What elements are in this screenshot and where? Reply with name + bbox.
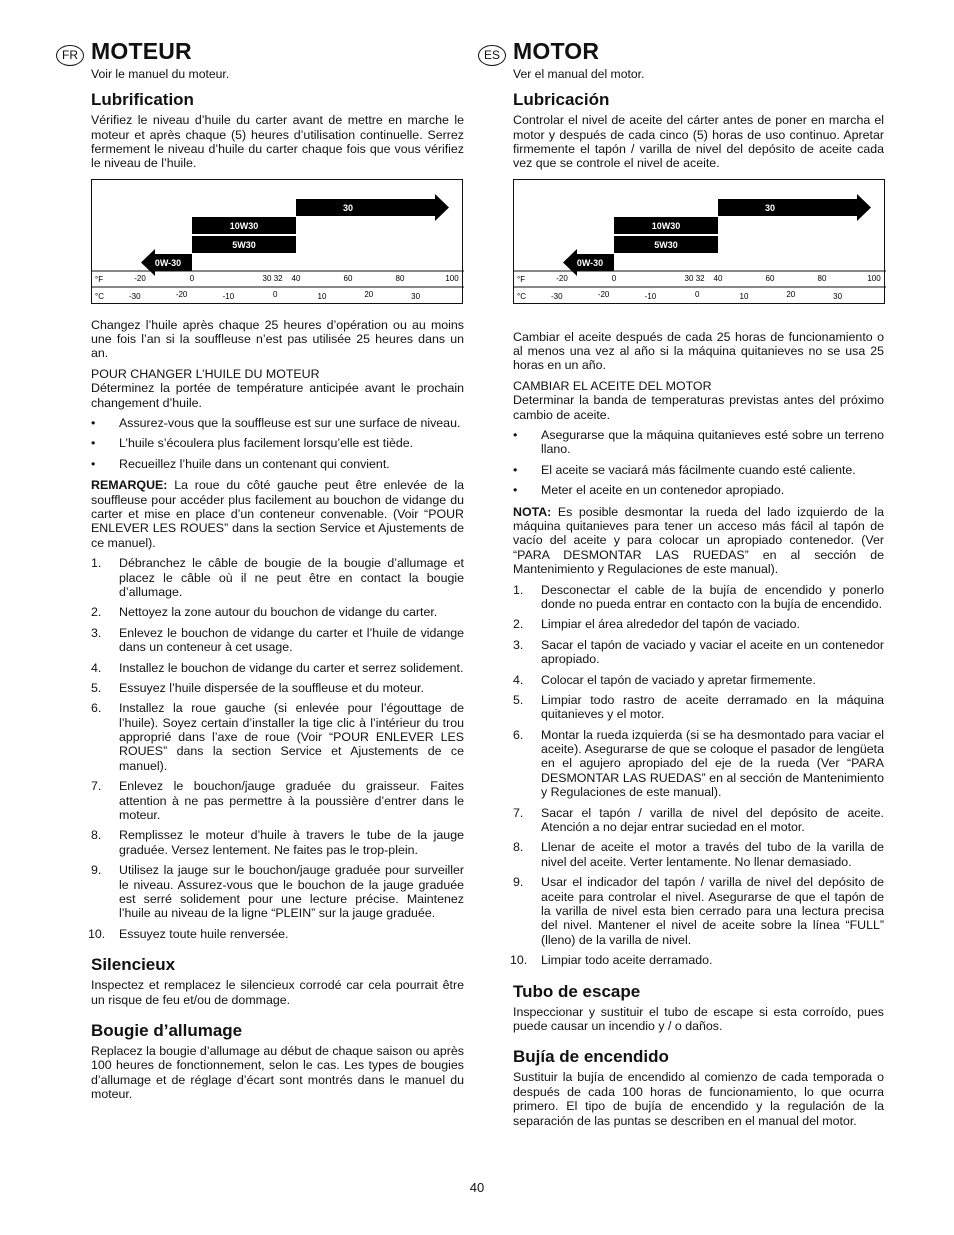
bullet-list — [91, 416, 464, 471]
celsius-unit-label: °C — [95, 291, 104, 301]
fahrenheit-tick-label: 32 — [273, 273, 283, 283]
fahrenheit-tick-label: -20 — [134, 273, 146, 283]
page-number: 40 — [469, 1180, 485, 1195]
subheading: POUR CHANGER L’HUILE DU MOTEUR — [91, 366, 320, 381]
oil-range-bar — [718, 194, 871, 221]
list-item: • L’huile s’écoulera plus facilement lorsqu’elle est tiède. — [91, 436, 414, 451]
list-item: 5. Essuyez l’huile dispersée de la souffleuse et du moteur. — [91, 680, 424, 695]
celsius-tick-label: -10 — [222, 291, 235, 301]
list-item: 10. Essuyez toute huile renversée. — [88, 926, 289, 941]
list-item: 9. Usar el indicador del tapón / varilla de nivel del depósito de aceite para controlar el nivel. Asegurarse de que el tapón de la varilla de nivel esta bien cerrado para una lectura precisa del nivel. Mantener el nivel de aceite sobre la línea “FULL” (lleno) de la varilla de nivel. — [513, 875, 884, 947]
oil-change-paragraph: Cambiar el aceite después de cada 25 horas de funcionamiento o al menos una vez al año si la máquina quitanieves no se usa 25 horas en un año. — [513, 329, 884, 373]
celsius-tick-label: 0 — [694, 289, 700, 299]
list-item: 7. Sacar el tapón / varilla de nivel del depósito de aceite. Atención a no dejar entrar suciedad en el motor. — [513, 805, 884, 835]
oil-grade-label: 30 — [764, 202, 776, 213]
oil-grade-label: 5W30 — [654, 239, 678, 250]
fahrenheit-tick-label: 80 — [395, 273, 405, 283]
fahrenheit-tick-label: 40 — [291, 273, 301, 283]
spark-plug-text: Replacez la bougie d’allumage au début de chaque saison ou après 100 heures de fonctionnement, selon le cas. Les types de bougies d’allumage et de réglage d’écart sont montrés dans le manuel du moteur. — [91, 1043, 464, 1102]
section-title-row — [478, 37, 884, 65]
steps-list — [510, 582, 884, 968]
lubrication-heading: Lubricación — [513, 90, 610, 110]
muffler-text: Inspeccionar y sustituir el tubo de escape si esta corroído, pues puede causar un incendio y / o daños. — [513, 1004, 884, 1033]
fahrenheit-tick-label: -20 — [556, 273, 568, 283]
fahrenheit-tick-label: 100 — [867, 273, 881, 283]
list-item: 10. Limpiar todo aceite derramado. — [510, 953, 713, 968]
oil-temperature-chart — [91, 179, 463, 304]
section-title: MOTEUR — [91, 38, 192, 64]
list-item: 8. Llenar de aceite el motor a través del tubo de la varilla de nivel del aceite. Verter lentamente. No llenar demasiado. — [513, 840, 884, 869]
list-item: 2. Limpiar el área alrededor del tapón de vaciado. — [513, 617, 800, 632]
oil-grade-label: 0W-30 — [576, 257, 604, 268]
oil-grade-label: 30 — [342, 202, 354, 213]
language-badge: FR — [56, 45, 84, 66]
celsius-tick-label: -20 — [175, 289, 188, 299]
list-item: 1. Débranchez le câble de bougie de la bougie d’allumage et placez le câble où il ne peut être en contact la bougie d’allumage. — [91, 556, 464, 599]
fahrenheit-tick-label: 0 — [189, 273, 195, 283]
celsius-tick-label: 20 — [364, 289, 374, 299]
celsius-tick-label: 10 — [739, 291, 749, 301]
list-item: • Assurez-vous que la souffleuse est sur une surface de niveau. — [91, 416, 461, 431]
subheading: CAMBIAR EL ACEITE DEL MOTOR — [513, 378, 712, 393]
celsius-tick-label: 20 — [786, 289, 796, 299]
list-item: 6. Installez la roue gauche (si enlevée pour l’égouttage de l’huile). Soyez certain d’installer la tige clic à l’intérieur du trou approprié dans l’axe de roue (Voir “POUR ENLEVER LES ROUES” dans la section Service et Ajustements de ce manuel). — [91, 701, 464, 773]
celsius-tick-label: 10 — [317, 291, 327, 301]
intro-note: Voir le manuel du moteur. — [91, 67, 230, 81]
spark-plug-heading: Bujía de encendido — [513, 1047, 669, 1067]
oil-grade-label: 0W-30 — [154, 257, 182, 268]
fahrenheit-tick-label: 40 — [713, 273, 723, 283]
list-item: • Recueillez l’huile dans un contenant qui convient. — [91, 456, 390, 471]
list-item: • Asegurarse que la máquina quitanieves esté sobre un terreno llano. — [513, 428, 884, 457]
fahrenheit-tick-label: 80 — [817, 273, 827, 283]
section-title-row — [56, 37, 464, 65]
fahrenheit-tick-label: 60 — [765, 273, 775, 283]
oil-temperature-chart — [513, 179, 885, 304]
fahrenheit-unit-label: °F — [95, 274, 104, 284]
celsius-tick-label: -20 — [597, 289, 610, 299]
celsius-tick-label: 0 — [272, 289, 278, 299]
temperature-paragraph: Determinar la banda de temperaturas previstas antes del próximo cambio de aceite. — [513, 393, 884, 422]
list-item: 2. Nettoyez la zone autour du bouchon de vidange du carter. — [91, 605, 438, 620]
fahrenheit-tick-label: 60 — [343, 273, 353, 283]
intro-note: Ver el manual del motor. — [513, 67, 645, 81]
fahrenheit-unit-label: °F — [517, 274, 526, 284]
temperature-paragraph: Déterminez la portée de température anticipée avant le prochain changement d’huile. — [91, 381, 464, 410]
list-item: 4. Colocar el tapón de vaciado y apretar firmemente. — [513, 672, 816, 687]
list-item: 9. Utilisez la jauge sur le bouchon/jauge graduée pour surveiller le niveau. Assurez-vous que le bouchon de la jauge graduée est serré solidement pour une lecture précise. Maintenez l’huile au niveau de la ligne “PLEIN” sur la jauge graduée. — [91, 863, 464, 921]
list-item: 6. Montar la rueda izquierda (si se ha desmontado para vaciar el aceite). Asegurarse de que se coloque el pasador de lengüeta en el agujero apropiado del eje de la rueda (Ver “PARA DESMONTAR LAS RUEDAS” en al sección de Mantenimiento y Regulaciones de este manual). — [513, 727, 884, 800]
fahrenheit-tick-label: 30 — [262, 273, 272, 283]
fahrenheit-tick-label: 0 — [611, 273, 617, 283]
muffler-text: Inspectez et remplacez le silencieux corrodé car cela pourrait être un risque de feu et/ou de dommage. — [91, 978, 464, 1007]
celsius-tick-label: -30 — [551, 291, 563, 301]
language-badge: ES — [478, 45, 506, 66]
oil-grade-label: 5W30 — [232, 239, 256, 250]
list-item: • El aceite se vaciará más fácilmente cuando esté caliente. — [513, 462, 856, 477]
oil-range-bar — [296, 194, 449, 221]
oil-grade-label: 10W30 — [651, 220, 681, 231]
list-item: 5. Limpiar todo rastro de aceite derramado en la máquina quitanieves y el motor. — [513, 692, 884, 722]
muffler-heading: Tubo de escape — [513, 981, 641, 1001]
section-title: MOTOR — [513, 38, 600, 64]
muffler-heading: Silencieux — [91, 955, 176, 975]
celsius-tick-label: 30 — [411, 291, 421, 301]
spark-plug-text: Sustituir la bujía de encendido al comienzo de cada temporada o después de cada 100 horas de funcionamiento, lo que ocurra primero. El tipo de bujía de encendido y la regulación de la separación de las puntas se describen en el manual del motor. — [513, 1070, 884, 1128]
celsius-unit-label: °C — [517, 291, 526, 301]
list-item: 4. Installez le bouchon de vidange du carter et serrez solidement. — [91, 660, 464, 675]
french-column — [56, 37, 464, 1102]
fahrenheit-tick-label: 32 — [695, 273, 705, 283]
lubrication-paragraph: Vérifiez le niveau d’huile du carter avant de mettre en marche le moteur et après chaque (5) heures d’utilisation continuelle. Serrez fermement le niveau d’huile du carter chaque fois que vous vérifiez le niveau de l’huile. — [91, 113, 464, 171]
celsius-tick-label: -30 — [129, 291, 141, 301]
oil-change-paragraph: Changez l’huile après chaque 25 heures d’opération ou au moins une fois l’an si la souffleuse n’est pas utilisée 25 heures dans un an. — [91, 317, 464, 361]
list-item: 1. Desconectar el cable de la bujía de encendido y ponerlo donde no pueda entrar en contacto con la bujía de encendido. — [513, 582, 884, 611]
lubrication-paragraph: Controlar el nivel de aceite del cárter antes de poner en marcha el motor y después de cada cinco (5) horas de uso continuo. Apretar firmemente el tapón / varilla de nivel del depósito de aceite cada vez que se controle el nivel de aceite. — [513, 113, 884, 171]
lubrication-heading: Lubrification — [91, 90, 194, 110]
list-item: 3. Enlevez le bouchon de vidange du carter et l’huile de vidange dans un conteneur à cet usage. — [91, 625, 464, 655]
fahrenheit-tick-label: 30 — [684, 273, 694, 283]
bullet-list — [513, 428, 884, 498]
celsius-tick-label: 30 — [833, 291, 843, 301]
list-item: 7. Enlevez le bouchon/jauge graduée du graisseur. Faites attention à ne pas permettre à la poussière d’entrer dans le moteur. — [91, 779, 464, 823]
remark: REMARQUE: La roue du côté gauche peut être enlevée de la souffleuse pour accéder plus facilement au bouchon de vidange du carter et mise en place d’un conteneur convenable. (Voir “POUR ENLEVER LES ROUES” dans la section Service et Ajustements de ce manuel). — [91, 478, 464, 550]
oil-grade-label: 10W30 — [229, 220, 259, 231]
spark-plug-heading: Bougie d’allumage — [91, 1020, 243, 1040]
fahrenheit-tick-label: 100 — [445, 273, 459, 283]
spanish-column — [478, 37, 884, 1128]
list-item: • Meter el aceite en un contenedor apropiado. — [513, 483, 785, 498]
remark: NOTA: Es posible desmontar la rueda del lado izquierdo de la máquina quitanieves para tener un acceso más fácil al tapón de vacío del aceite y para colocar un apropiado contenedor. (Ver “PARA DESMONTAR LAS RUEDAS” en al sección de Mantenimiento y Regulaciones de este manual). — [513, 504, 884, 577]
list-item: 3. Sacar el tapón de vaciado y vaciar el aceite en un contenedor apropiado. — [513, 637, 884, 667]
list-item: 8. Remplissez le moteur d’huile à travers le tube de la jauge graduée. Versez lentement. Ne faites pas le trop-plein. — [91, 828, 464, 857]
celsius-tick-label: -10 — [644, 291, 657, 301]
steps-list — [88, 556, 464, 941]
